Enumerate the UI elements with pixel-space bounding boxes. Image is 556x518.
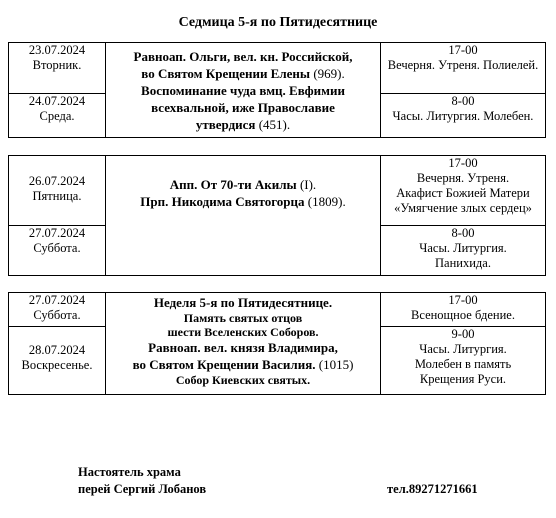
feast-line: во Святом Крещении Елены (969). (141, 65, 345, 81)
schedule-table-2 (8, 155, 546, 276)
date-cell (9, 327, 106, 395)
services-cell (381, 226, 546, 276)
weekday-text: Вторник. (32, 58, 82, 72)
service-line: «Умягчение злых сердец» (394, 201, 532, 215)
feast-line: Апп. От 70-ти Акилы (I). (169, 177, 317, 192)
service-time: 8-00 (451, 226, 475, 240)
service-time: 9-00 (451, 327, 475, 341)
service-line: Вечерня. Утреня. (416, 171, 510, 185)
services-cell (381, 156, 546, 226)
feast-line: Собор Киевских святых. (175, 373, 311, 387)
service-line: Акафист Божией Матери (396, 186, 530, 200)
date-text: 27.07.2024 (28, 226, 86, 240)
feast-line: всехвальной, иже Православие (151, 99, 335, 115)
feast-line: во Святом Крещении Василия. (1015) (132, 357, 354, 372)
signature-title: Настоятель храма (78, 465, 181, 479)
service-line: Часы. Литургия. Молебен. (392, 109, 534, 123)
service-line: Молебен в память (414, 357, 512, 371)
service-line: Часы. Литургия. (419, 342, 507, 356)
schedule-table-3 (8, 292, 546, 395)
weekday-text: Воскресенье. (21, 358, 93, 372)
signature-block (78, 464, 206, 498)
services-cell (381, 293, 546, 327)
service-time: 17-00 (448, 293, 478, 307)
service-time: 17-00 (448, 156, 478, 170)
schedule-table-1 (8, 42, 546, 138)
weekday-text: Среда. (39, 109, 75, 123)
weekday-text: Суббота. (33, 241, 81, 255)
page-title: Седмица 5-я по Пятидесятнице (178, 15, 378, 30)
date-cell (9, 156, 106, 226)
feast-line: утвердися (451). (195, 116, 291, 132)
service-line: Всенощное бдение. (411, 308, 515, 322)
feast-line: Равноап. Ольги, вел. кн. Российской, (133, 48, 353, 64)
date-text: 27.07.2024 (28, 293, 86, 307)
feast-cell (106, 156, 381, 276)
date-cell (9, 226, 106, 276)
date-text: 28.07.2024 (28, 343, 86, 357)
feast-line: Память святых отцов (183, 311, 303, 325)
service-line: Часы. Литургия. (419, 241, 507, 255)
feast-line: Воспоминание чуда вмц. Евфимии (141, 82, 345, 98)
date-cell (9, 94, 106, 138)
services-cell (381, 327, 546, 395)
service-line: Панихида. (435, 256, 491, 270)
feast-line: шести Вселенских Соборов. (167, 325, 319, 339)
service-line: Вечерня. Утреня. Полиелей. (387, 58, 539, 72)
services-cell (381, 43, 546, 94)
date-cell (9, 43, 106, 94)
feast-cell (106, 43, 381, 138)
service-time: 17-00 (448, 43, 478, 57)
signature-name: перей Сергий Лобанов (78, 482, 207, 496)
date-cell (9, 293, 106, 327)
date-text: 23.07.2024 (28, 43, 86, 57)
services-cell (381, 94, 546, 138)
service-line: Крещения Руси. (419, 372, 507, 386)
service-time: 8-00 (451, 94, 475, 108)
date-text: 24.07.2024 (28, 94, 86, 108)
feast-line: Равноап. вел. князя Владимира, (148, 340, 338, 355)
phone-number: тел.89271271661 (387, 482, 478, 496)
feast-line: Неделя 5-я по Пятидесятнице. (153, 295, 333, 310)
feast-cell (106, 293, 381, 395)
weekday-text: Суббота. (33, 308, 81, 322)
date-text: 26.07.2024 (28, 174, 86, 188)
feast-line: Прп. Никодима Святогорца (1809). (140, 194, 346, 209)
weekday-text: Пятница. (32, 189, 82, 203)
